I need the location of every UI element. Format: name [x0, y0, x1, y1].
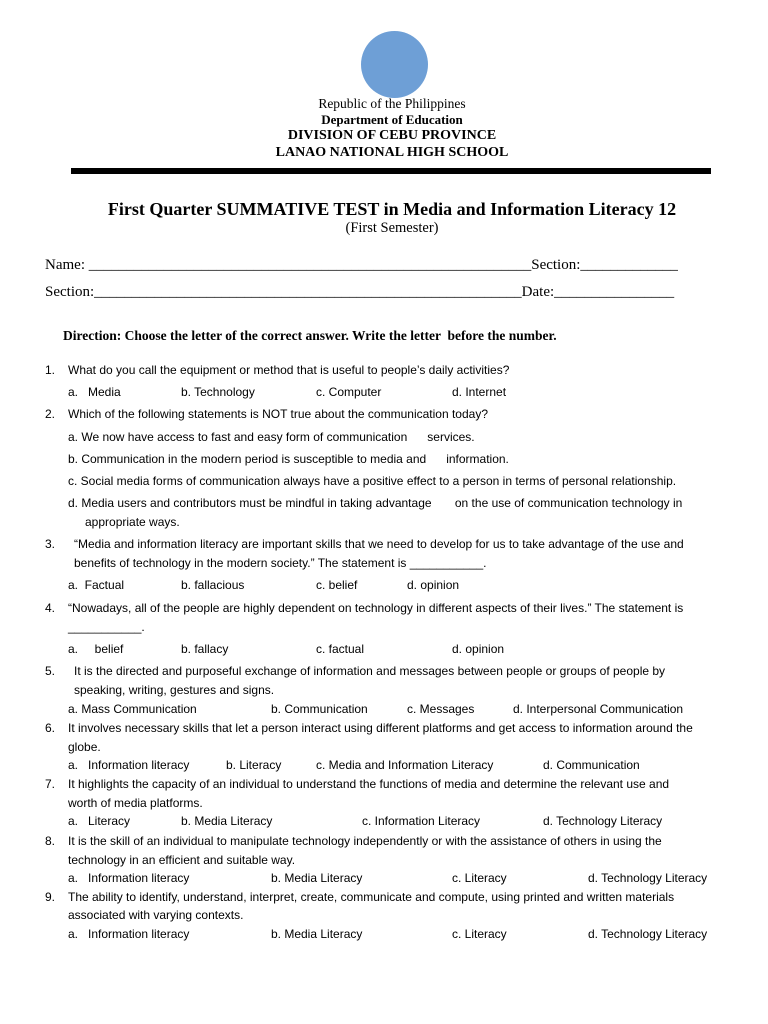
choice-c: c. Computer	[316, 385, 382, 399]
choice-a: a. Factual	[68, 578, 125, 592]
question-number: 8.	[45, 834, 56, 848]
choice-d-continued: appropriate ways.	[85, 515, 180, 529]
question-number: 9.	[45, 890, 56, 904]
choice-c: c. Literacy	[452, 871, 507, 885]
choice-d: d. Interpersonal Communication	[513, 702, 684, 716]
choice-b: b. Technology	[181, 385, 255, 399]
question-text: What do you call the equipment or method that is useful to people’s daily activities?	[68, 363, 510, 377]
choice-c: c. Messages	[407, 702, 475, 716]
question-text: “Media and information literacy are important skills that we need to develop for us to take advantage of the use and	[74, 537, 684, 551]
school-logo	[361, 31, 428, 98]
question-text: The ability to identify, understand, interpret, create, communicate and compute, using printed and written materials	[68, 890, 675, 904]
question-text-continued: benefits of technology in the modern society.” The statement is ___________.	[74, 556, 487, 570]
choice-b: b. Media Literacy	[181, 814, 273, 828]
choice-b: b. Communication in the modern period is susceptible to media and information.	[68, 452, 509, 466]
header-divider	[71, 168, 711, 174]
choice-d: d. Internet	[452, 385, 507, 399]
question-number: 6.	[45, 721, 56, 735]
question-text-continued: technology in an efficient and suitable way.	[68, 853, 296, 867]
test-title: First Quarter SUMMATIVE TEST in Media and Information Literacy 12	[107, 199, 677, 219]
choice-b: b. fallacious	[181, 578, 245, 592]
question-text-continued: globe.	[68, 740, 101, 754]
choice-c: c. Media and Information Literacy	[316, 758, 494, 772]
division-label: DIVISION OF CEBU PROVINCE	[287, 128, 497, 143]
choice-d: d. Communication	[543, 758, 640, 772]
question-text-continued: worth of media platforms.	[68, 796, 203, 810]
choice-d: d. opinion	[407, 578, 460, 592]
choice-d: d. opinion	[452, 642, 505, 656]
choice-d: d. Technology Literacy	[543, 814, 663, 828]
section-date-field[interactable]: Section:_________________________________________________________Date:________________	[45, 284, 675, 300]
choice-a: a. Mass Communication	[68, 702, 197, 716]
question-text-continued: ___________.	[68, 620, 145, 634]
choice-b: b. Literacy	[226, 758, 282, 772]
question-number: 4.	[45, 601, 56, 615]
test-subtitle: (First Semester)	[345, 220, 439, 236]
choice-b: b. Communication	[271, 702, 368, 716]
choice-a: a. Information literacy	[68, 758, 190, 772]
question-text: It is the directed and purposeful exchange of information and messages between people or groups of people by	[74, 664, 666, 678]
choice-c: c. factual	[316, 642, 365, 656]
choice-d: d. Media users and contributors must be mindful in taking advantage on the use of communication technology in	[68, 496, 683, 510]
choice-b: b. Media Literacy	[271, 871, 363, 885]
choice-c: c. Information Literacy	[362, 814, 481, 828]
question-text-continued: speaking, writing, gestures and signs.	[74, 683, 275, 697]
choice-a: a. Information literacy	[68, 871, 190, 885]
question-number: 7.	[45, 777, 56, 791]
choice-c: c. Literacy	[452, 927, 507, 941]
choice-d: d. Technology Literacy	[588, 927, 708, 941]
question-text: It is the skill of an individual to manipulate technology independently or with the assistance of others in using the	[68, 834, 662, 848]
choice-b: b. Media Literacy	[271, 927, 363, 941]
choice-a: a. Media	[68, 385, 121, 399]
question-number: 3.	[45, 537, 56, 551]
question-number: 1.	[45, 363, 56, 377]
choice-a: a. We now have access to fast and easy form of communication services.	[68, 430, 475, 444]
question-text: It highlights the capacity of an individual to understand the functions of media and determine the relevant use and	[68, 777, 670, 791]
question-number: 2.	[45, 407, 56, 421]
choice-a: a. Literacy	[68, 814, 131, 828]
choice-a: a. belief	[68, 642, 124, 656]
question-number: 5.	[45, 664, 56, 678]
choice-d: d. Technology Literacy	[588, 871, 708, 885]
department-label: Department of Education	[321, 112, 463, 127]
direction-text: Direction: Choose the letter of the correct answer. Write the letter before the number.	[63, 328, 557, 343]
question-text-continued: associated with varying contexts.	[68, 908, 244, 922]
choice-c: c. Social media forms of communication always have a positive effect to a person in terms of personal relationship.	[68, 474, 677, 488]
choice-a: a. Information literacy	[68, 927, 190, 941]
question-text: It involves necessary skills that let a person interact using different platforms and get access to information around the	[68, 721, 693, 735]
republic-label: Republic of the Philippines	[318, 96, 466, 111]
school-name: LANAO NATIONAL HIGH SCHOOL	[275, 145, 509, 160]
question-text: Which of the following statements is NOT true about the communication today?	[68, 407, 488, 421]
name-section-field[interactable]: Name: ___________________________________________________________Section:_____________	[45, 257, 678, 273]
choice-b: b. fallacy	[181, 642, 229, 656]
choice-c: c. belief	[316, 578, 358, 592]
question-text: “Nowadays, all of the people are highly dependent on technology in different aspects of their lives.” The statement is	[68, 601, 684, 615]
